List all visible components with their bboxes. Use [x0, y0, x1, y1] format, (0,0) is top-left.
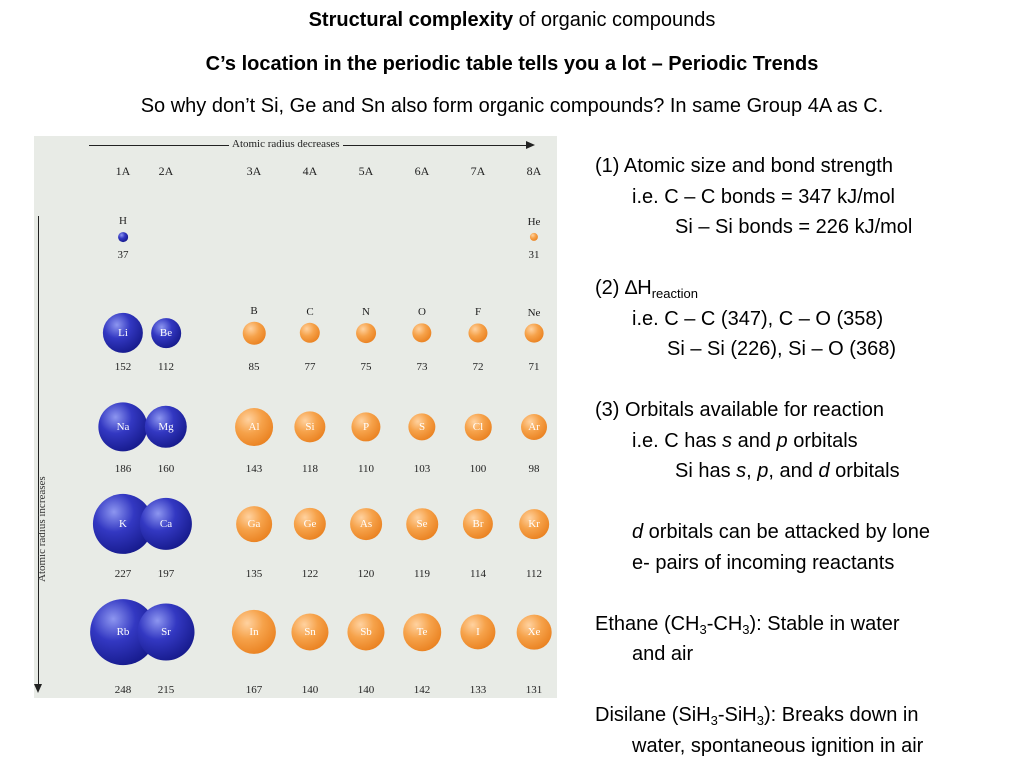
- element-symbol-sb: Sb: [360, 626, 372, 638]
- atomic-radius-ge: 122: [301, 568, 319, 580]
- point-3-line-2: [595, 426, 930, 457]
- horizontal-arrow-label: Atomic radius decreases: [229, 138, 343, 150]
- element-symbol-i: I: [476, 626, 480, 638]
- element-symbol-he: He: [527, 215, 541, 228]
- text: orbitals: [829, 460, 900, 482]
- atomic-radius-al: 143: [245, 463, 263, 475]
- subscript: 3: [699, 621, 707, 637]
- text: Disilane (SiH: [595, 704, 711, 726]
- text: , and: [768, 460, 819, 482]
- group-header-2a: 2A: [158, 164, 174, 178]
- element-symbol-f: F: [474, 306, 482, 319]
- delta-h: ∆H: [625, 277, 652, 299]
- element-symbol-ge: Ge: [303, 518, 317, 530]
- element-symbol-al: Al: [248, 421, 260, 433]
- text: Ethane (CH: [595, 612, 700, 635]
- text: orbitals: [787, 429, 858, 452]
- atomic-radius-in: 167: [245, 684, 263, 696]
- element-symbol-c: C: [306, 305, 314, 318]
- atomic-radius-p: 110: [357, 463, 375, 475]
- element-symbol-se: Se: [416, 518, 428, 530]
- slide-question: So why don’t Si, Ge and Sn also form organic compounds? In same Group 4A as C.: [140, 95, 884, 117]
- point-2-title: [595, 273, 930, 304]
- element-symbol-in: In: [249, 626, 259, 638]
- group-header-3a: 3A: [246, 164, 262, 178]
- subscript: 3: [756, 713, 764, 728]
- element-symbol-ar: Ar: [528, 421, 540, 433]
- subscript: 3: [710, 713, 718, 728]
- atomic-radius-se: 119: [413, 568, 431, 580]
- element-symbol-br: Br: [472, 518, 484, 530]
- element-symbol-ne: Ne: [527, 306, 541, 319]
- atomic-radius-k: 227: [114, 568, 132, 580]
- atomic-radius-cl: 100: [469, 463, 487, 475]
- atom-h: [118, 232, 128, 242]
- element-symbol-as: As: [359, 518, 373, 530]
- text: i.e. C has: [632, 429, 723, 452]
- horizontal-arrow-head: [526, 141, 535, 149]
- orbital-d: d: [632, 521, 644, 543]
- group-header-4a: 4A: [302, 164, 318, 178]
- point-2-prefix: (2): [595, 277, 625, 299]
- atomic-radius-i: 133: [469, 684, 487, 696]
- point-2-line-3: Si – Si (226), Si – O (368): [667, 338, 896, 360]
- atomic-radius-as: 120: [357, 568, 375, 580]
- element-symbol-s: S: [418, 421, 426, 433]
- atomic-radius-si: 118: [301, 463, 319, 475]
- atomic-radius-sr: 215: [157, 684, 175, 696]
- atom-ne: [525, 324, 544, 343]
- point-1-title: (1) Atomic size and bond strength: [595, 155, 893, 177]
- atomic-radius-sn: 140: [301, 684, 319, 696]
- text: and: [732, 429, 777, 452]
- element-symbol-cl: Cl: [472, 421, 484, 433]
- orbital-s: s: [736, 460, 747, 482]
- atomic-radius-be: 112: [157, 361, 175, 373]
- atom-o: [412, 323, 431, 342]
- subscript: 3: [742, 621, 750, 637]
- text: Si has: [675, 460, 737, 482]
- atomic-radius-ca: 197: [157, 568, 175, 580]
- element-symbol-mg: Mg: [158, 421, 174, 433]
- ethane-note: [595, 609, 930, 640]
- disilane-note-line-2: water, spontaneous ignition in air: [632, 734, 924, 757]
- atom-b: [243, 322, 266, 345]
- point-1-line-2: i.e. C – C bonds = 347 kJ/mol: [632, 185, 895, 208]
- point-1-line-3: Si – Si bonds = 226 kJ/mol: [675, 216, 913, 238]
- element-symbol-te: Te: [416, 626, 428, 638]
- element-symbol-xe: Xe: [527, 626, 541, 638]
- ethane-note-line-2: and air: [632, 643, 694, 665]
- atomic-radius-ne: 71: [528, 361, 540, 373]
- point-2-line-2: i.e. C – C (347), C – O (358): [632, 307, 884, 330]
- atomic-radius-h: 37: [117, 249, 129, 261]
- element-symbol-sn: Sn: [304, 626, 316, 638]
- group-header-8a: 8A: [526, 164, 542, 178]
- delta-h-subscript: reaction: [651, 286, 698, 301]
- element-symbol-li: Li: [118, 327, 128, 339]
- element-symbol-kr: Kr: [528, 518, 540, 530]
- element-symbol-p: P: [362, 421, 370, 433]
- d-orbital-note-line-2: e- pairs of incoming reactants: [632, 551, 895, 574]
- title-bold: Structural complexity: [308, 9, 514, 31]
- atomic-radius-sb: 140: [357, 684, 375, 696]
- element-symbol-k: K: [119, 518, 127, 530]
- group-header-1a: 1A: [115, 164, 131, 178]
- orbital-d: d: [818, 460, 830, 482]
- atom-f: [468, 323, 487, 342]
- atomic-radius-mg: 160: [157, 463, 175, 475]
- atomic-radius-li: 152: [114, 361, 132, 373]
- text: ): Breaks down in: [763, 704, 919, 726]
- text: ,: [746, 460, 758, 482]
- atomic-radius-br: 114: [469, 568, 487, 580]
- atom-n: [356, 323, 376, 343]
- atomic-radius-s: 103: [413, 463, 431, 475]
- atomic-radius-te: 142: [413, 684, 431, 696]
- orbital-p: p: [757, 460, 769, 482]
- vertical-arrow-head: [34, 684, 42, 693]
- disilane-note: [595, 700, 930, 731]
- slide-subtitle: C’s location in the periodic table tells you a lot – Periodic Trends: [205, 53, 819, 75]
- element-symbol-h: H: [119, 215, 127, 228]
- atomic-radius-ar: 98: [528, 463, 540, 475]
- element-symbol-sr: Sr: [161, 626, 171, 638]
- atomic-radius-ga: 135: [245, 568, 263, 580]
- text: orbitals can be attacked by lone: [643, 521, 930, 543]
- element-symbol-ca: Ca: [159, 518, 173, 530]
- atomic-radius-b: 85: [248, 361, 260, 373]
- slide-title: [0, 8, 1024, 32]
- explanation-text: [595, 151, 930, 761]
- atom-c: [300, 323, 320, 343]
- atomic-radius-rb: 248: [114, 684, 132, 696]
- point-3-title: (3) Orbitals available for reaction: [595, 399, 885, 421]
- d-orbital-note: [595, 517, 930, 548]
- text: -CH: [706, 612, 743, 635]
- vertical-arrow-label: Atomic radius increases: [36, 476, 48, 582]
- element-symbol-na: Na: [116, 421, 130, 433]
- atomic-radius-figure: [34, 136, 557, 698]
- text: ): Stable in water: [749, 612, 900, 635]
- point-3-line-3: [595, 456, 930, 487]
- text: -SiH: [717, 704, 757, 726]
- orbital-p: p: [776, 429, 788, 452]
- orbital-s: s: [722, 429, 733, 452]
- element-symbol-be: Be: [159, 327, 173, 339]
- atomic-radius-na: 186: [114, 463, 132, 475]
- atomic-radius-xe: 131: [525, 684, 543, 696]
- atomic-radius-he: 31: [528, 249, 540, 261]
- group-header-6a: 6A: [414, 164, 430, 178]
- element-symbol-rb: Rb: [116, 626, 130, 638]
- atom-he: [530, 233, 538, 241]
- element-symbol-o: O: [418, 306, 426, 319]
- element-symbol-si: Si: [305, 421, 315, 433]
- atomic-radius-o: 73: [416, 361, 428, 373]
- group-header-7a: 7A: [470, 164, 486, 178]
- group-header-5a: 5A: [358, 164, 374, 178]
- element-symbol-ga: Ga: [247, 518, 261, 530]
- atomic-radius-f: 72: [472, 361, 484, 373]
- atomic-radius-n: 75: [360, 361, 372, 373]
- atomic-radius-kr: 112: [525, 568, 543, 580]
- element-symbol-b: B: [250, 304, 258, 317]
- title-rest: of organic compounds: [513, 9, 716, 31]
- element-symbol-n: N: [362, 306, 370, 319]
- atomic-radius-c: 77: [304, 361, 316, 373]
